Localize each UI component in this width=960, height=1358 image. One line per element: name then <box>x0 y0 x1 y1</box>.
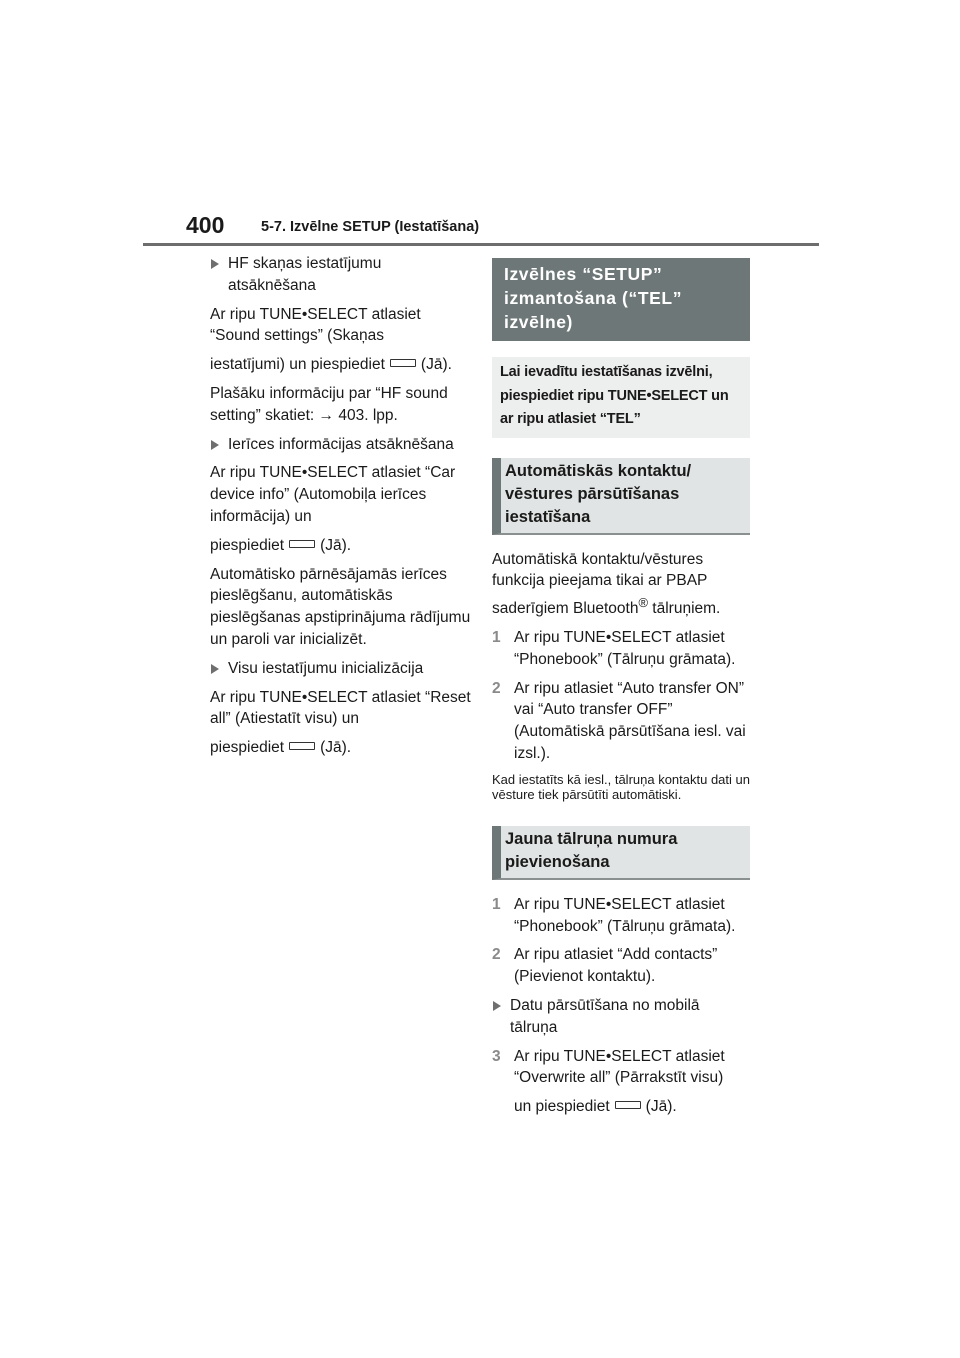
registered-mark: ® <box>638 595 648 611</box>
triangle-bullet-icon <box>211 440 219 450</box>
step-text: Ar ripu TUNE•SELECT atlasiet “Overwrite all” (Pārrakstīt visu) <box>514 1047 725 1087</box>
bullet-text: Datu pārsūtīšana no mobilā tālruņa <box>510 997 700 1036</box>
left-column <box>210 253 472 766</box>
button-icon <box>615 1101 641 1109</box>
section-title: 5-7. Izvēlne SETUP (Iestatīšana) <box>261 219 480 235</box>
step <box>492 894 750 938</box>
step-number: 2 <box>492 679 501 697</box>
step <box>492 1046 750 1090</box>
bullet-device-info-reset <box>210 434 472 456</box>
step <box>492 627 750 671</box>
text: piespiediet <box>210 739 285 757</box>
button-icon <box>289 742 315 750</box>
text: iestatījumi) un piespiediet <box>210 356 385 374</box>
text: (Jā). <box>420 356 452 374</box>
step <box>492 678 750 765</box>
text: (Jā). <box>320 536 352 554</box>
triangle-bullet-icon <box>211 259 219 269</box>
bullet-text: HF skaņas iestatījumu atsāknēšana <box>228 255 382 294</box>
paragraph: Ar ripu TUNE•SELECT atlasiet “Reset all” (Atiestatīt visu) un <box>210 688 471 728</box>
bullet-data-transfer <box>492 995 750 1039</box>
text: (Jā). <box>320 739 352 757</box>
paragraph <box>210 354 472 376</box>
step-number: 1 <box>492 629 501 647</box>
step-text: Ar ripu TUNE•SELECT atlasiet “Phonebook” (Tālruņu grāmata). <box>514 629 736 668</box>
paragraph <box>492 549 750 621</box>
section-banner: Izvēlnes “SETUP” izmantošana (“TEL” izvēlne) <box>492 258 750 341</box>
button-icon <box>289 540 315 548</box>
step-text: Ar ripu TUNE•SELECT atlasiet “Phonebook” (Tālruņu grāmata). <box>514 895 736 935</box>
triangle-bullet-icon <box>493 1001 501 1011</box>
step-text: Ar ripu atlasiet “Auto transfer ON” vai “Auto transfer OFF” (Automātiskā pārsūtīšana iesl. vai izsl.). <box>514 679 746 763</box>
note: Kad iestatīts kā iesl., tālruņa kontaktu dati un vēsture tiek pārsūtīti automātiski. <box>492 771 750 802</box>
step-text: Ar ripu atlasiet “Add contacts” (Pievienot kontaktu). <box>514 946 718 986</box>
bullet-text: Ierīces informācijas atsāknēšana <box>228 435 454 453</box>
bullet-reset-all <box>210 658 472 680</box>
subheading-new-number: Jauna tālruņa numura pievienošana <box>492 826 750 880</box>
paragraph: Ar ripu TUNE•SELECT atlasiet “Sound settings” (Skaņas <box>210 305 421 345</box>
step <box>492 944 750 988</box>
info-box: Lai ievadītu iestatīšanas izvēlni, piespiediet ripu TUNE•SELECT un ar ripu atlasiet “TEL” <box>492 357 750 438</box>
button-icon <box>390 359 416 367</box>
text: tālruņiem. <box>648 600 721 618</box>
text: un piespiediet <box>514 1098 610 1116</box>
triangle-bullet-icon <box>211 664 219 674</box>
text: piespiediet <box>210 536 285 554</box>
page-number: 400 <box>186 212 225 238</box>
bullet-hf-sound-reset <box>210 253 472 297</box>
paragraph: Plašāku informāciju par “HF sound setting” skatiet: → 403. lpp. <box>210 384 448 424</box>
paragraph <box>492 1096 750 1118</box>
text: (Jā). <box>645 1098 677 1116</box>
text: Automātiskā kontaktu/vēstures funkcija pieejama tikai ar PBAP saderīgiem Bluetooth <box>492 550 708 618</box>
bullet-text: Visu iestatījumu inicializācija <box>228 659 424 677</box>
paragraph: Ar ripu TUNE•SELECT atlasiet “Car device info” (Automobiļa ierīces informācija) un <box>210 464 456 525</box>
step-number: 3 <box>492 1047 501 1065</box>
paragraph <box>210 737 472 759</box>
right-column <box>492 258 750 1125</box>
header-divider <box>143 243 819 246</box>
subheading-auto-transfer: Automātiskās kontaktu/ vēstures pārsūtīšanas iestatīšana <box>492 458 750 535</box>
paragraph <box>210 535 472 557</box>
paragraph: Automātisko pārnēsājamās ierīces pieslēgšanu, automātiskās pieslēgšanas apstiprinājuma rādījumu un paroli var inicializēt. <box>210 565 471 648</box>
step-number: 2 <box>492 946 501 964</box>
step-number: 1 <box>492 895 501 913</box>
